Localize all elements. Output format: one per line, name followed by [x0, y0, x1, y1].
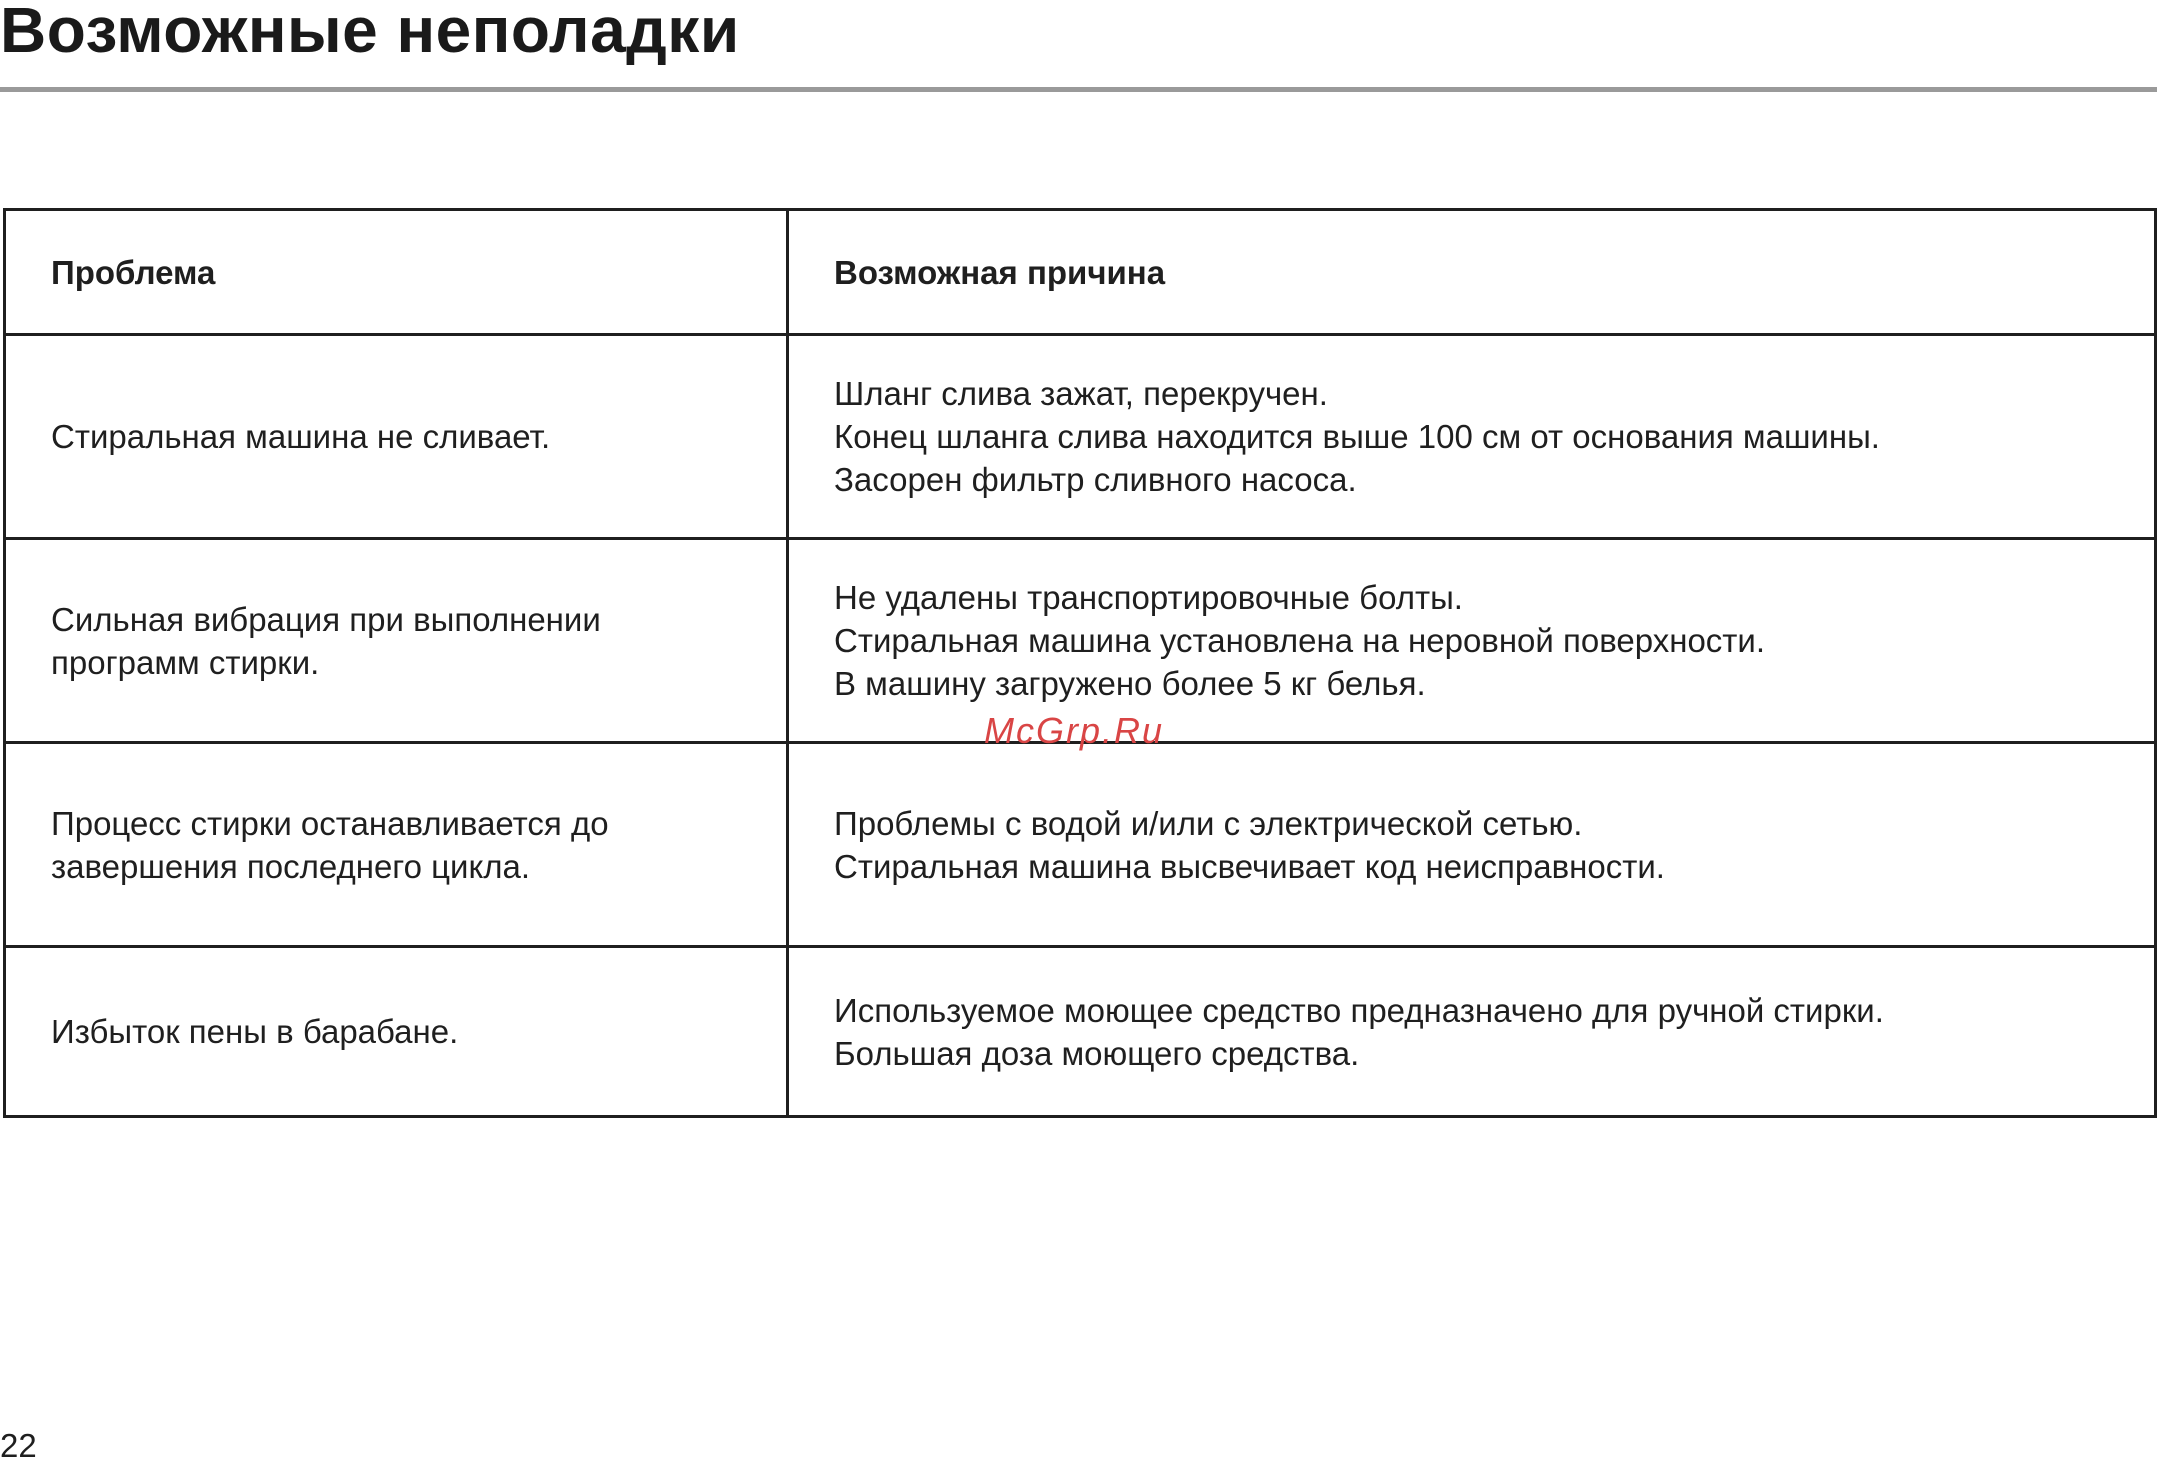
cause-cell	[788, 335, 2156, 539]
cause-line: Используемое моющее средство предназначено для ручной стирки.	[834, 991, 1884, 1029]
page-title: Возможные неполадки	[0, 0, 740, 66]
problem-cell: Сильная вибрация при выполнении программ стирки.	[5, 539, 788, 743]
page-number: 22	[0, 1427, 37, 1464]
watermark: McGrp.Ru	[984, 710, 1165, 751]
cause-line: Большая доза моющего средства.	[834, 1034, 1360, 1072]
cause-line: Засорен фильтр сливного насоса.	[834, 461, 1357, 498]
cause-line: Шланг слива зажат, перекручен.	[834, 375, 1328, 412]
table-row	[5, 335, 2156, 539]
problem-cell: Избыток пены в барабане.	[5, 947, 788, 1117]
cause-line: Стиральная машина установлена на неровной поверхности.	[834, 622, 1766, 659]
title-divider	[0, 87, 2157, 92]
cause-line: Конец шланга слива находится выше 100 см от основания машины.	[834, 418, 1880, 455]
troubleshooting-table	[3, 208, 2157, 1118]
table-row	[5, 947, 2156, 1117]
cause-line: В машину загружено более 5 кг белья.	[834, 665, 1426, 702]
table-header-row	[5, 210, 2156, 335]
header-problem: Проблема	[5, 210, 788, 335]
problem-cell: Процесс стирки останавливается до завершения последнего цикла.	[5, 743, 788, 947]
cause-line: Не удалены транспортировочные болты.	[834, 579, 1463, 616]
cause-line: Проблемы с водой и/или с электрической сетью.	[834, 804, 1583, 842]
cause-cell	[788, 743, 2156, 947]
cause-cell	[788, 947, 2156, 1117]
header-cause: Возможная причина	[788, 210, 2156, 335]
problem-cell: Стиральная машина не сливает.	[5, 335, 788, 539]
table-row	[5, 743, 2156, 947]
cause-line: Стиральная машина высвечивает код неисправности.	[834, 847, 1665, 885]
